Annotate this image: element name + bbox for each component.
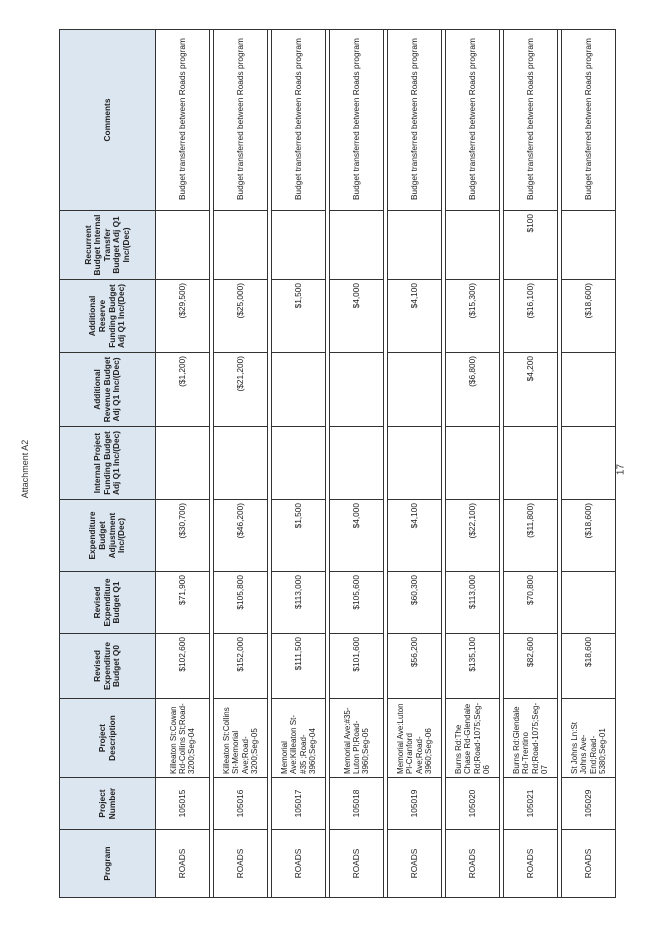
cell-project-number: 105016 (214, 778, 268, 830)
cell-project-description: Memorial Ave:Killeaton St-#35 ;Road-3960;Seg-04 (272, 699, 326, 778)
cell-additional-revenue: ($21,200) (214, 353, 268, 427)
cell-internal-project-funding (330, 427, 384, 500)
cell-recurrent-transfer (330, 211, 384, 280)
cell-project-description: Killeaton St:Cowan Rd-Collins St;Road-3200;Seg-04 (156, 699, 210, 778)
header-recurrent-transfer: Recurrent Budget Internal Transfer Budget Adj Q1 Inc/(Dec) (60, 211, 156, 280)
cell-project-number: 105015 (156, 778, 210, 830)
cell-internal-project-funding (388, 427, 442, 500)
cell-program: ROADS (272, 830, 326, 898)
cell-project-description: Killeaton St:Collins St-Memorial Ave;Road-3200;Seg-05 (214, 699, 268, 778)
cell-program: ROADS (446, 830, 500, 898)
cell-additional-revenue: ($6,800) (446, 353, 500, 427)
cell-expenditure-adjustment: $1,500 (272, 500, 326, 572)
cell-project-description: Burns Rd:Glendale Rd-Trentino Rd;Road-1075;Seg-07 (504, 699, 558, 778)
cell-revised-budget-q1: $105,600 (330, 572, 384, 634)
header-additional-reserve: Additional Reserve Funding Budget Adj Q1 Inc/(Dec) (60, 280, 156, 353)
cell-revised-budget-q1: $113,000 (446, 572, 500, 634)
cell-project-number: 105019 (388, 778, 442, 830)
table-row (330, 30, 384, 898)
budget-adjustment-table (59, 29, 616, 898)
cell-revised-budget-q0: $152,000 (214, 634, 268, 699)
cell-internal-project-funding (214, 427, 268, 500)
table-row (504, 30, 558, 898)
cell-recurrent-transfer (156, 211, 210, 280)
cell-revised-budget-q1 (562, 572, 616, 634)
cell-recurrent-transfer (272, 211, 326, 280)
cell-comment: Budget transferred between Roads program (446, 30, 500, 211)
cell-additional-reserve: $4,000 (330, 280, 384, 353)
cell-additional-revenue (562, 353, 616, 427)
cell-revised-budget-q0: $135,100 (446, 634, 500, 699)
cell-recurrent-transfer (446, 211, 500, 280)
cell-recurrent-transfer (214, 211, 268, 280)
cell-internal-project-funding (156, 427, 210, 500)
table-body (156, 30, 616, 898)
header-comments: Comments (60, 30, 156, 211)
cell-expenditure-adjustment: ($18,600) (562, 500, 616, 572)
cell-revised-budget-q0: $101,600 (330, 634, 384, 699)
cell-program: ROADS (330, 830, 384, 898)
cell-internal-project-funding (272, 427, 326, 500)
cell-additional-revenue: ($1,200) (156, 353, 210, 427)
cell-revised-budget-q1: $60,300 (388, 572, 442, 634)
table-row (214, 30, 268, 898)
cell-expenditure-adjustment: ($22,100) (446, 500, 500, 572)
header-internal-project-funding: Internal Project Funding Budget Adj Q1 Inc/(Dec) (60, 427, 156, 500)
table-row (562, 30, 616, 898)
header-additional-revenue: Additional Revenue Budget Adj Q1 Inc/(Dec) (60, 353, 156, 427)
cell-recurrent-transfer (562, 211, 616, 280)
cell-additional-reserve: $1,500 (272, 280, 326, 353)
cell-additional-revenue (272, 353, 326, 427)
cell-expenditure-adjustment: ($11,800) (504, 500, 558, 572)
attachment-label: Attachment A2 (20, 439, 30, 499)
header-project-number: Project Number (60, 778, 156, 830)
cell-comment: Budget transferred between Roads program (504, 30, 558, 211)
cell-additional-reserve: ($29,500) (156, 280, 210, 353)
header-revised-budget-q0: Revised Expenditure Budget Q0 (60, 634, 156, 699)
header-expenditure-adjustment: Expenditure Budget Adjustment Inc/(Dec) (60, 500, 156, 572)
cell-project-number: 105021 (504, 778, 558, 830)
cell-project-description: Burns Rd:The Chase Rd-Glendale Rd;Road-1075;Seg-06 (446, 699, 500, 778)
page-number: 17 (615, 463, 627, 476)
cell-revised-budget-q0: $82,600 (504, 634, 558, 699)
cell-program: ROADS (214, 830, 268, 898)
table-row (388, 30, 442, 898)
cell-recurrent-transfer: $100 (504, 211, 558, 280)
cell-revised-budget-q0: $111,500 (272, 634, 326, 699)
table-row (272, 30, 326, 898)
cell-additional-reserve: ($15,300) (446, 280, 500, 353)
cell-comment: Budget transferred between Roads program (388, 30, 442, 211)
cell-revised-budget-q1: $71,900 (156, 572, 210, 634)
table-header-row (60, 30, 156, 898)
header-revised-budget-q1: Revised Expenditure Budget Q1 (60, 572, 156, 634)
cell-project-number: 105029 (562, 778, 616, 830)
cell-project-description: Memorial Ave:Luton Pl-Cranford Ave;Road-3960;Seg-06 (388, 699, 442, 778)
header-program: Program (60, 830, 156, 898)
cell-program: ROADS (388, 830, 442, 898)
cell-project-description: St Johns Ln:St Johns Ave-End;Road-5380;Seg-01 (562, 699, 616, 778)
cell-project-number: 105020 (446, 778, 500, 830)
cell-additional-reserve: $4,100 (388, 280, 442, 353)
table-row (446, 30, 500, 898)
cell-comment: Budget transferred between Roads program (562, 30, 616, 211)
cell-project-number: 105018 (330, 778, 384, 830)
cell-expenditure-adjustment: $4,100 (388, 500, 442, 572)
cell-program: ROADS (562, 830, 616, 898)
cell-expenditure-adjustment: ($30,700) (156, 500, 210, 572)
cell-revised-budget-q0: $102,600 (156, 634, 210, 699)
cell-expenditure-adjustment: ($46,200) (214, 500, 268, 572)
budget-table-rotated-container (59, 30, 607, 898)
table-row (156, 30, 210, 898)
cell-program: ROADS (504, 830, 558, 898)
cell-additional-reserve: ($16,100) (504, 280, 558, 353)
cell-revised-budget-q1: $113,000 (272, 572, 326, 634)
cell-project-number: 105017 (272, 778, 326, 830)
cell-additional-revenue: $4,200 (504, 353, 558, 427)
cell-additional-reserve: ($18,600) (562, 280, 616, 353)
cell-project-description: Memorial Ave:#35-Luton Pl;Road-3960;Seg-05 (330, 699, 384, 778)
cell-internal-project-funding (504, 427, 558, 500)
cell-additional-revenue (330, 353, 384, 427)
cell-comment: Budget transferred between Roads program (330, 30, 384, 211)
cell-comment: Budget transferred between Roads program (214, 30, 268, 211)
cell-recurrent-transfer (388, 211, 442, 280)
cell-revised-budget-q0: $56,200 (388, 634, 442, 699)
cell-additional-reserve: ($25,000) (214, 280, 268, 353)
cell-expenditure-adjustment: $4,000 (330, 500, 384, 572)
cell-program: ROADS (156, 830, 210, 898)
cell-internal-project-funding (446, 427, 500, 500)
header-project-description: Project Description (60, 699, 156, 778)
cell-internal-project-funding (562, 427, 616, 500)
cell-revised-budget-q0: $18,600 (562, 634, 616, 699)
cell-additional-revenue (388, 353, 442, 427)
cell-revised-budget-q1: $70,800 (504, 572, 558, 634)
cell-comment: Budget transferred between Roads program (156, 30, 210, 211)
cell-revised-budget-q1: $105,800 (214, 572, 268, 634)
cell-comment: Budget transferred between Roads program (272, 30, 326, 211)
